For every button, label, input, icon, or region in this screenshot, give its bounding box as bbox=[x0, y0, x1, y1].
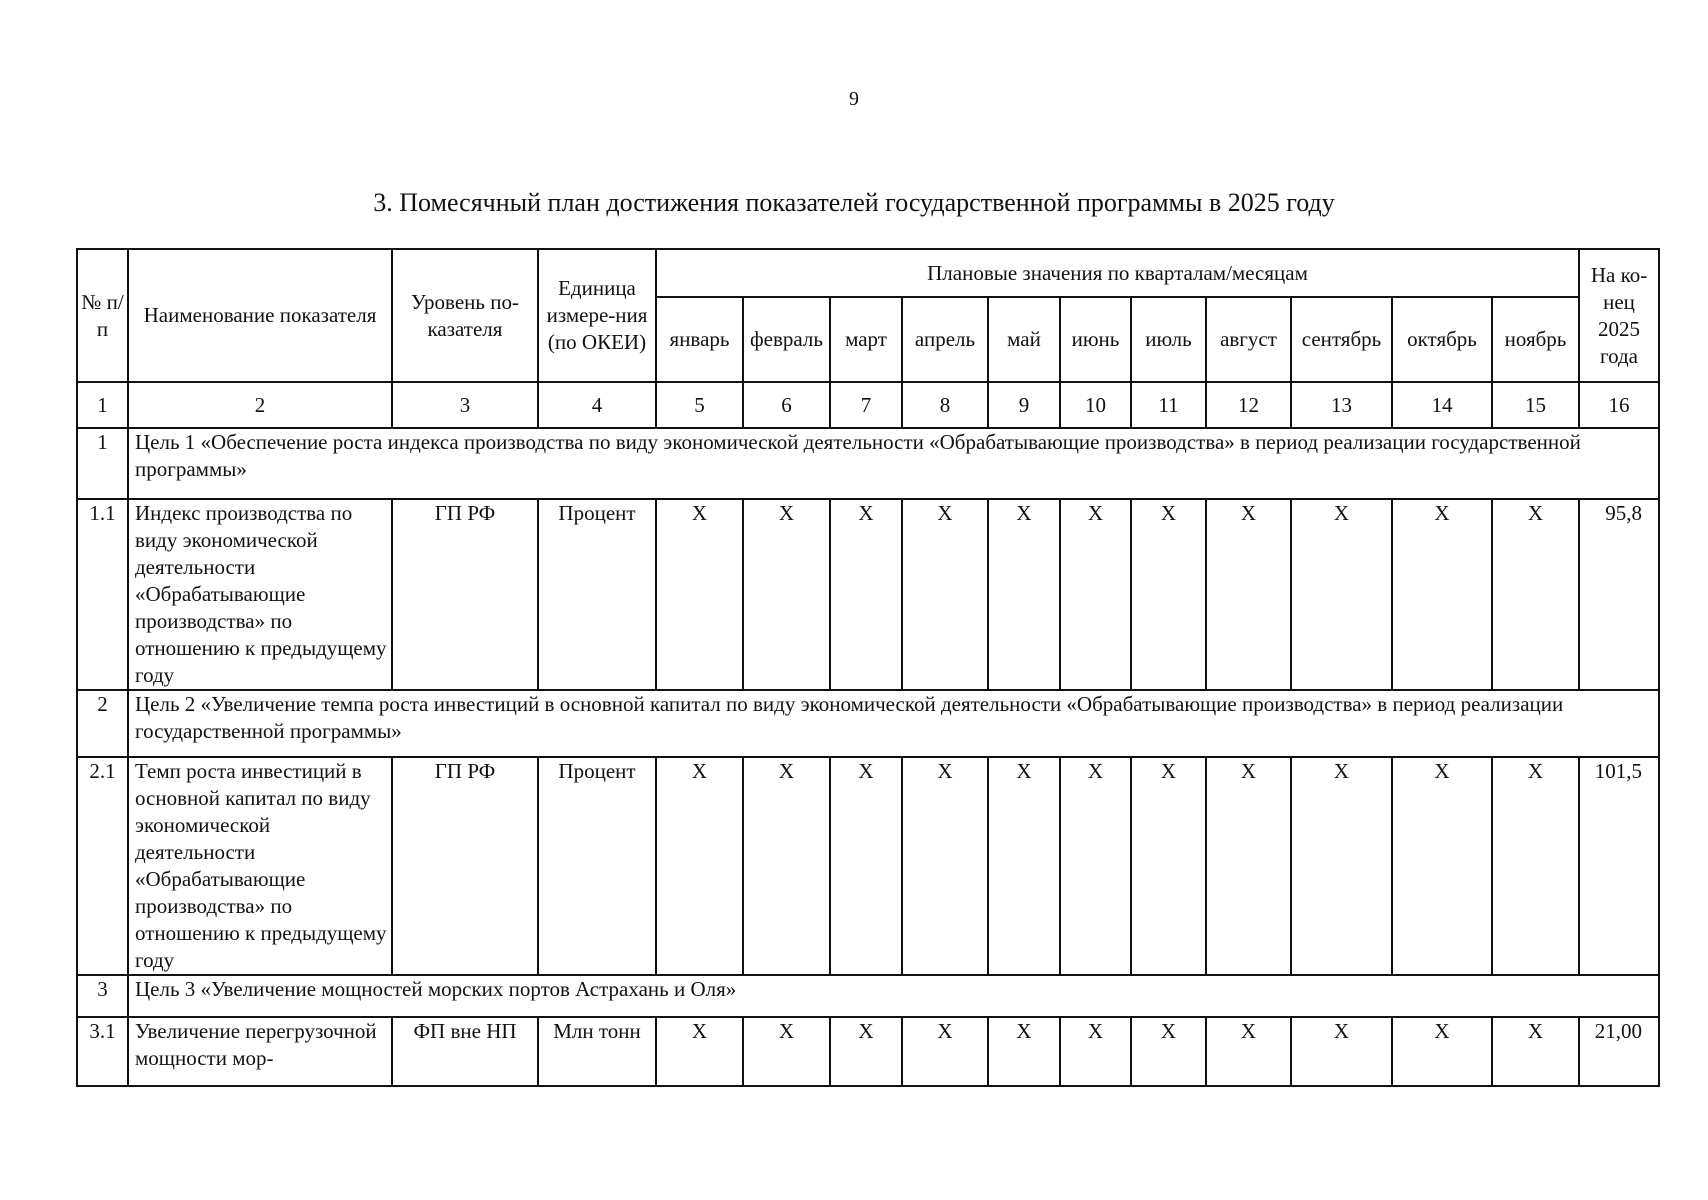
month-value: X bbox=[1060, 757, 1131, 975]
goal-row bbox=[77, 975, 1659, 1017]
header-end-of-year: На ко-нец 2025 года bbox=[1579, 249, 1659, 382]
month-value: X bbox=[1392, 1017, 1492, 1086]
goal-text: Цель 3 «Увеличение мощностей морских портов Астрахань и Оля» bbox=[128, 975, 1659, 1017]
column-number: 10 bbox=[1060, 382, 1131, 428]
end-of-year-value: 101,5 bbox=[1579, 757, 1659, 975]
header-month: ноябрь bbox=[1492, 297, 1579, 382]
month-value: X bbox=[743, 757, 830, 975]
header-num: № п/п bbox=[77, 249, 128, 382]
end-of-year-value: 95,8 bbox=[1579, 499, 1659, 690]
indicator-row bbox=[77, 1017, 1659, 1086]
column-number: 1 bbox=[77, 382, 128, 428]
document-title: 3. Помесячный план достижения показателей государственной программы в 2025 году bbox=[373, 188, 1335, 217]
indicator-level: ГП РФ bbox=[392, 499, 538, 690]
indicator-number: 1.1 bbox=[77, 499, 128, 690]
month-value: X bbox=[656, 757, 743, 975]
month-value: X bbox=[1291, 499, 1392, 690]
header-month: август bbox=[1206, 297, 1291, 382]
indicator-row bbox=[77, 499, 1659, 690]
month-value: X bbox=[1060, 499, 1131, 690]
column-number: 2 bbox=[128, 382, 392, 428]
column-number: 3 bbox=[392, 382, 538, 428]
month-value: X bbox=[743, 1017, 830, 1086]
month-value: X bbox=[1392, 499, 1492, 690]
header-row bbox=[77, 249, 1659, 297]
header-month: май bbox=[988, 297, 1060, 382]
goal-number: 1 bbox=[77, 428, 128, 499]
month-value: X bbox=[988, 1017, 1060, 1086]
end-of-year-value: 21,00 bbox=[1579, 1017, 1659, 1086]
month-value: X bbox=[988, 757, 1060, 975]
column-numbers-row bbox=[77, 382, 1659, 428]
indicator-level: ФП вне НП bbox=[392, 1017, 538, 1086]
month-value: X bbox=[830, 757, 902, 975]
column-number: 8 bbox=[902, 382, 988, 428]
column-number: 13 bbox=[1291, 382, 1392, 428]
column-number: 7 bbox=[830, 382, 902, 428]
goal-number: 3 bbox=[77, 975, 128, 1017]
month-value: X bbox=[1492, 1017, 1579, 1086]
month-value: X bbox=[988, 499, 1060, 690]
month-value: X bbox=[1492, 499, 1579, 690]
header-month: февраль bbox=[743, 297, 830, 382]
page-number: 9 bbox=[849, 88, 859, 110]
indicator-level: ГП РФ bbox=[392, 757, 538, 975]
header-month: июнь bbox=[1060, 297, 1131, 382]
indicator-name: Индекс производства по виду экономической деятельности «Обрабатывающие производства» по отношению к предыдущему году bbox=[128, 499, 392, 690]
month-value: X bbox=[1206, 1017, 1291, 1086]
month-value: X bbox=[830, 499, 902, 690]
goal-text: Цель 1 «Обеспечение роста индекса производства по виду экономической деятельности «Обрабатывающие производства» в период реализации государственной программы» bbox=[128, 428, 1659, 499]
header-month: апрель bbox=[902, 297, 988, 382]
header-planned-values: Плановые значения по кварталам/месяцам bbox=[656, 249, 1579, 297]
month-value: X bbox=[1291, 1017, 1392, 1086]
indicator-unit: Процент bbox=[538, 499, 656, 690]
header-month: январь bbox=[656, 297, 743, 382]
indicator-name: Темп роста инвестиций в основной капитал по виду экономической деятельности «Обрабатывающие производства» по отношению к предыдущему году bbox=[128, 757, 392, 975]
indicator-number: 2.1 bbox=[77, 757, 128, 975]
month-value: X bbox=[1291, 757, 1392, 975]
header-month: март bbox=[830, 297, 902, 382]
goal-row bbox=[77, 428, 1659, 499]
indicator-unit: Млн тонн bbox=[538, 1017, 656, 1086]
month-value: X bbox=[1206, 757, 1291, 975]
header-name: Наименование показателя bbox=[128, 249, 392, 382]
month-value: X bbox=[902, 1017, 988, 1086]
column-number: 11 bbox=[1131, 382, 1206, 428]
column-number: 9 bbox=[988, 382, 1060, 428]
header-month: июль bbox=[1131, 297, 1206, 382]
goal-text: Цель 2 «Увеличение темпа роста инвестиций в основной капитал по виду экономической деятельности «Обрабатывающие производства» в период реализации государственной программы» bbox=[128, 690, 1659, 757]
month-value: X bbox=[1060, 1017, 1131, 1086]
indicator-unit: Процент bbox=[538, 757, 656, 975]
header-level: Уровень по-казателя bbox=[392, 249, 538, 382]
indicator-row bbox=[77, 757, 1659, 975]
header-month: октябрь bbox=[1392, 297, 1492, 382]
goal-row bbox=[77, 690, 1659, 757]
month-value: X bbox=[656, 1017, 743, 1086]
month-value: X bbox=[1392, 757, 1492, 975]
column-number: 15 bbox=[1492, 382, 1579, 428]
column-number: 12 bbox=[1206, 382, 1291, 428]
header-unit: Единица измере-ния (по ОКЕИ) bbox=[538, 249, 656, 382]
column-number: 4 bbox=[538, 382, 656, 428]
indicator-name: Увеличение перегрузочной мощности мор- bbox=[128, 1017, 392, 1086]
column-number: 16 bbox=[1579, 382, 1659, 428]
header-month: сентябрь bbox=[1291, 297, 1392, 382]
column-number: 6 bbox=[743, 382, 830, 428]
month-value: X bbox=[743, 499, 830, 690]
monthly-plan-table bbox=[76, 248, 1660, 1087]
month-value: X bbox=[656, 499, 743, 690]
month-value: X bbox=[902, 757, 988, 975]
month-value: X bbox=[902, 499, 988, 690]
goal-number: 2 bbox=[77, 690, 128, 757]
month-value: X bbox=[830, 1017, 902, 1086]
month-value: X bbox=[1206, 499, 1291, 690]
month-value: X bbox=[1131, 757, 1206, 975]
column-number: 5 bbox=[656, 382, 743, 428]
indicator-number: 3.1 bbox=[77, 1017, 128, 1086]
month-value: X bbox=[1131, 1017, 1206, 1086]
month-value: X bbox=[1492, 757, 1579, 975]
column-number: 14 bbox=[1392, 382, 1492, 428]
month-value: X bbox=[1131, 499, 1206, 690]
